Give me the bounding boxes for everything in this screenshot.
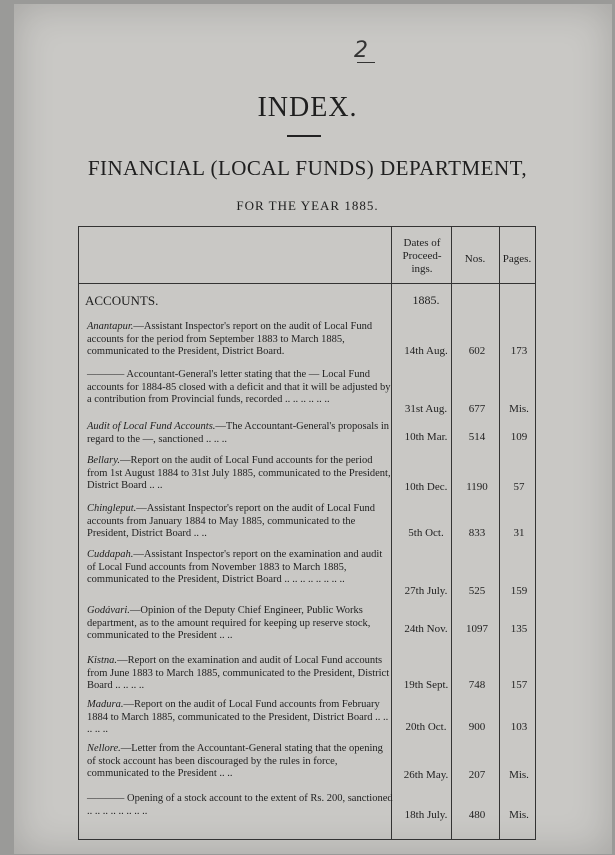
title-rule: [287, 135, 321, 137]
entry-number: 833: [468, 527, 486, 539]
entry-date: 24th Nov.: [404, 623, 448, 635]
entry-number: 525: [468, 585, 486, 597]
entry-place: Anantapur.: [87, 321, 134, 332]
section-heading: ACCOUNTS.: [85, 293, 159, 308]
entry-page: 135: [510, 623, 528, 635]
year-heading: FOR THE YEAR 1885.: [236, 198, 379, 213]
entry-place: ————: [87, 369, 125, 380]
entry-text: —Report on the audit of Local Fund accounts for the period from 1st August 1884 to 31st July 1885, communicated to the President, District Board .. ..: [87, 455, 391, 491]
page-number: 2: [354, 38, 368, 63]
entry-date: 10th Dec.: [404, 481, 448, 493]
header-divider: [79, 283, 535, 284]
index-title: INDEX.: [257, 92, 358, 123]
entry-date: 18th July.: [404, 809, 448, 821]
entry-place: ————: [87, 793, 125, 804]
entry-description: [87, 549, 393, 587]
entry-description: [87, 655, 393, 693]
entry-description: [87, 421, 393, 446]
entry-number: 677: [468, 403, 486, 415]
entry-description: [87, 699, 393, 737]
entry-description: [87, 321, 393, 359]
department-heading: FINANCIAL (LOCAL FUNDS) DEPARTMENT,: [87, 156, 528, 180]
entry-number: 480: [468, 809, 486, 821]
entry-place: Nellore.: [87, 743, 121, 754]
index-table: [78, 226, 536, 840]
entry-number: 900: [468, 721, 486, 733]
entry-text: Accountant-General's letter stating that the — Local Fund accounts for 1884-85 closed with a deficit and that it will be adjusted by a contribution from Provincial funds, recorded .. .. .. .. .. ..: [87, 369, 391, 405]
entry-date: 20th Oct.: [405, 721, 447, 733]
entry-date: 10th Mar.: [404, 431, 448, 443]
entry-page: Mis.: [509, 403, 529, 415]
entry-number: 602: [468, 345, 486, 357]
entry-text: —Assistant Inspector's report on the audit of Local Fund accounts from January 1884 to May 1885, communicated to the President, District Board .. ..: [87, 503, 375, 539]
entry-page: Mis.: [509, 769, 529, 781]
entry-date: 27th July.: [404, 585, 448, 597]
entry-text: —Opinion of the Deputy Chief Engineer, Public Works department, as to the amount required for keeping up reserve stock, communicated to the President .. ..: [87, 605, 371, 641]
entry-place: Cuddapah.: [87, 549, 134, 560]
page-number-underline: [357, 62, 375, 63]
entry-text: —The Accountant-General's proposals in regard to the —, sanctioned .. .. ..: [87, 421, 390, 445]
header-nos: Nos.: [464, 253, 486, 265]
entry-page: 157: [510, 679, 528, 691]
entry-text: —Letter from the Accountant-General stating that the opening of stock account has been discouraged by the rules in force, communicated to the President .. ..: [87, 743, 383, 779]
entry-place: Audit of Local Fund Accounts.: [87, 421, 216, 432]
entry-place: Bellary.: [87, 455, 120, 466]
entry-date: 31st Aug.: [404, 403, 448, 415]
entry-number: 1190: [466, 481, 488, 493]
entry-page: 103: [510, 721, 528, 733]
entry-description: [87, 793, 393, 818]
entry-description: [87, 605, 393, 643]
entry-text: —Assistant Inspector's report on the examination and audit of Local Fund accounts from November 1883 to March 1885, communicated to the President, District Board .. .. .. .. .. .. .. ..: [87, 549, 383, 585]
entry-number: 207: [468, 769, 486, 781]
entry-date: 19th Sept.: [403, 679, 449, 691]
entry-number: 1097: [466, 623, 488, 635]
entry-page: 159: [510, 585, 528, 597]
entry-date: 14th Aug.: [404, 345, 448, 357]
entry-date: 5th Oct.: [408, 527, 444, 539]
entry-page: 31: [513, 527, 525, 539]
entry-description: [87, 455, 393, 493]
entry-description: [87, 503, 393, 541]
entry-text: Opening of a stock account to the extent of Rs. 200, sanctioned .. .. .. .. .. .. .. ..: [87, 793, 393, 817]
entry-description: [87, 369, 393, 407]
entry-page: 109: [510, 431, 528, 443]
entry-page: Mis.: [509, 809, 529, 821]
entry-text: —Report on the examination and audit of Local Fund accounts from June 1883 to March 1885, communicated to the President, District Board .. .. .. ..: [87, 655, 390, 691]
header-pages: Pages.: [502, 253, 532, 265]
entry-page: 173: [510, 345, 528, 357]
header-dates: Dates of Proceed-ings.: [402, 237, 442, 275]
entry-place: Chingleput.: [87, 503, 137, 514]
entry-date: 26th May.: [403, 769, 449, 781]
entry-text: —Report on the audit of Local Fund accounts from February 1884 to March 1885, communicated to the President, District Board .. .. .. .. ..: [87, 699, 389, 735]
entry-page: 57: [513, 481, 525, 493]
entry-place: Kistna.: [87, 655, 118, 666]
entry-place: Godávari.: [87, 605, 130, 616]
entry-number: 514: [468, 431, 486, 443]
entry-place: Madura.: [87, 699, 124, 710]
entry-text: —Assistant Inspector's report on the audit of Local Fund accounts for the period from September 1883 to March 1885, communicated to the President, District Board.: [87, 321, 373, 357]
entry-description: [87, 743, 393, 781]
year-cell: 1885.: [412, 293, 440, 307]
entry-number: 748: [468, 679, 486, 691]
